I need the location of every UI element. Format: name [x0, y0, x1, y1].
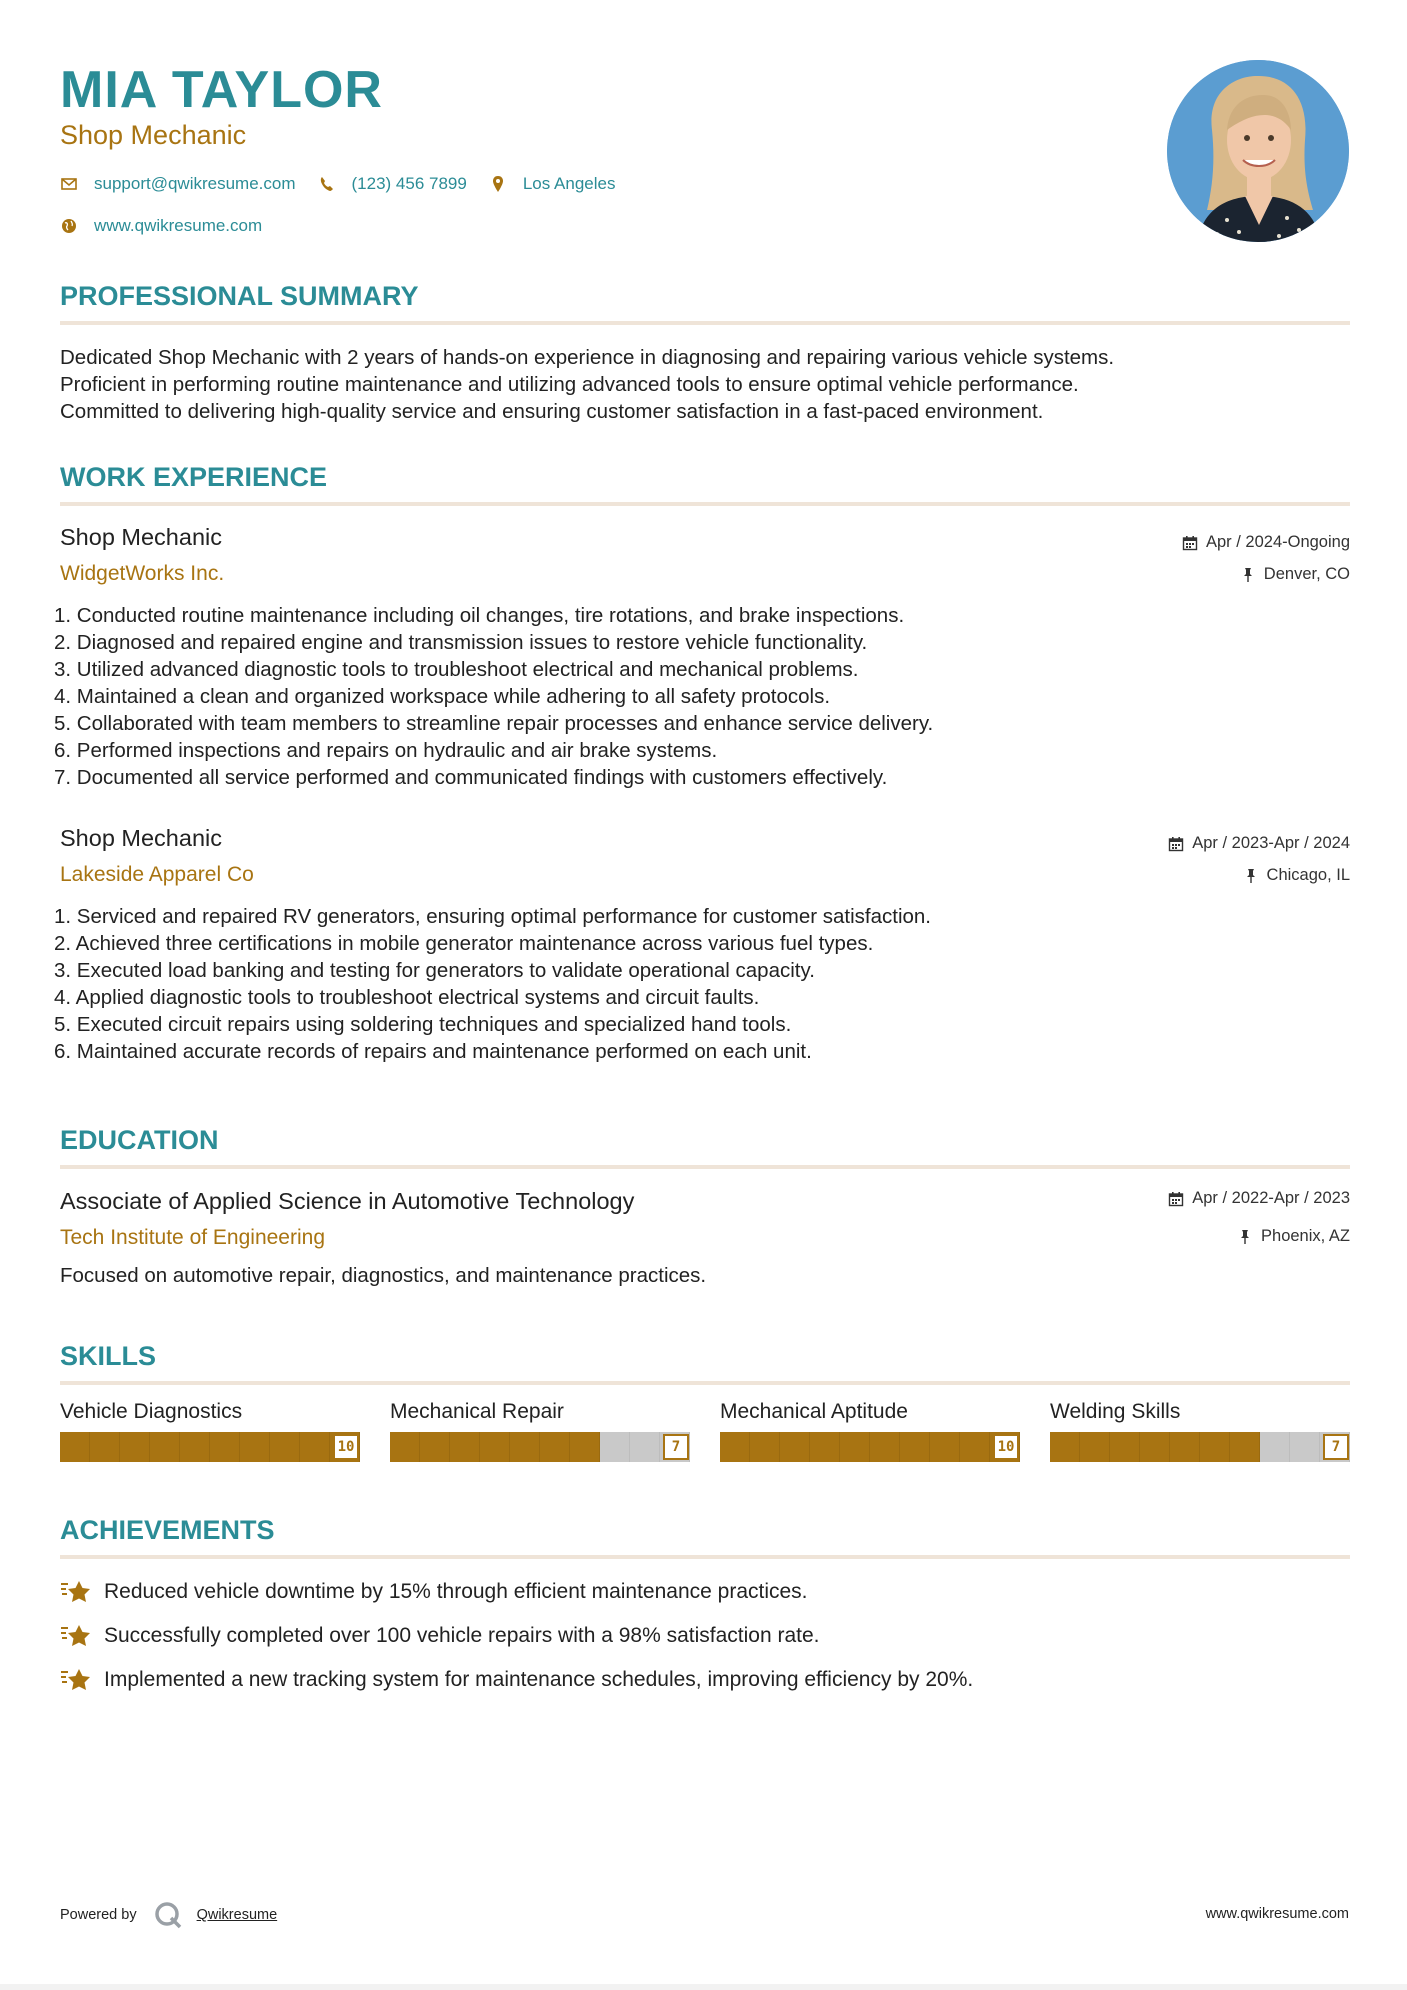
- skill-segment-filled: [1170, 1432, 1200, 1462]
- contact-row-website: [60, 216, 284, 236]
- star-medal-icon: [60, 1622, 92, 1650]
- job-dates-text: Apr / 2024-Ongoing: [1205, 533, 1350, 551]
- list-item: 2. Diagnosed and repaired engine and transmission issues to restore vehicle functionality.: [54, 631, 868, 654]
- list-item: 3. Executed load banking and testing for generators to validate operational capacity.: [54, 959, 815, 982]
- skill-segment-filled: [90, 1432, 120, 1462]
- education-dates-text: Apr / 2022-Apr / 2023: [1192, 1189, 1350, 1207]
- avatar: [1167, 60, 1349, 242]
- skill-segment-filled: [180, 1432, 210, 1462]
- job-dates: [1168, 834, 1350, 853]
- skill-level-value: 10: [333, 1434, 359, 1460]
- skill-segment-empty: [1290, 1432, 1320, 1462]
- website-link[interactable]: www.qwikresume.com: [94, 216, 263, 235]
- achievement-item: [60, 1622, 820, 1650]
- skill-segment-filled: [780, 1432, 810, 1462]
- skill-segment-filled: [420, 1432, 450, 1462]
- star-medal-icon: [60, 1666, 92, 1694]
- skill-segment-filled: [390, 1432, 420, 1462]
- job-company: Lakeside Apparel Co: [60, 863, 254, 886]
- achievement-text: Successfully completed over 100 vehicle repairs with a 98% satisfaction rate.: [104, 1624, 820, 1647]
- skill-segments: [720, 1432, 1020, 1462]
- skill-segment-filled: [150, 1432, 180, 1462]
- contact-row: [60, 174, 637, 194]
- skill-segment-filled: [900, 1432, 930, 1462]
- skill-item: [1050, 1400, 1350, 1462]
- portrait-image: [1167, 60, 1349, 242]
- calendar-icon: [1168, 1191, 1184, 1207]
- candidate-title: Shop Mechanic: [60, 120, 247, 150]
- skill-name: Welding Skills: [1050, 1400, 1181, 1423]
- skill-level-bar: [720, 1432, 1020, 1462]
- education-dates: [1168, 1189, 1350, 1208]
- achievement-item: [60, 1666, 973, 1694]
- skill-segments: [1050, 1432, 1350, 1462]
- list-item: 4. Maintained a clean and organized workspace while adhering to all safety protocols.: [54, 685, 831, 708]
- skill-segment-filled: [120, 1432, 150, 1462]
- job-title: Shop Mechanic: [60, 524, 222, 550]
- list-item: 4. Applied diagnostic tools to troubleshoot electrical systems and circuit faults.: [54, 986, 760, 1009]
- job-company: WidgetWorks Inc.: [60, 562, 225, 585]
- location-text: Los Angeles: [522, 174, 616, 193]
- list-item: 3. Utilized advanced diagnostic tools to troubleshoot electrical and mechanical problems.: [54, 658, 859, 681]
- experience-heading: WORK EXPERIENCE: [60, 462, 328, 492]
- skill-item: [390, 1400, 690, 1462]
- summary-line: Committed to delivering high-quality service and ensuring customer satisfaction in a fast-paced environment.: [60, 400, 1044, 423]
- pushpin-icon: [1243, 868, 1259, 884]
- qwikresume-link[interactable]: Qwikresume: [196, 1907, 278, 1923]
- summary-line: Proficient in performing routine maintenance and utilizing advanced tools to ensure optimal vehicle performance.: [60, 373, 1079, 396]
- calendar-icon: [1182, 535, 1198, 551]
- job-dates: [1182, 533, 1350, 552]
- achievement-text: Implemented a new tracking system for maintenance schedules, improving efficiency by 20%.: [104, 1668, 974, 1691]
- list-item: 1. Conducted routine maintenance including oil changes, tire rotations, and brake inspections.: [54, 604, 905, 627]
- phone-icon: [318, 175, 336, 193]
- skill-segment-filled: [540, 1432, 570, 1462]
- skill-segment-filled: [840, 1432, 870, 1462]
- skill-segment-filled: [930, 1432, 960, 1462]
- achievement-item: [60, 1578, 808, 1606]
- skill-level-value: 7: [1323, 1434, 1349, 1460]
- envelope-icon: [60, 175, 78, 193]
- skill-level-bar: [390, 1432, 690, 1462]
- skill-segment-filled: [60, 1432, 90, 1462]
- list-item: 1. Serviced and repaired RV generators, ensuring optimal performance for customer satisfaction.: [54, 905, 932, 928]
- skill-segment-filled: [510, 1432, 540, 1462]
- achievements-heading: ACHIEVEMENTS: [60, 1515, 275, 1545]
- skills-heading: SKILLS: [60, 1341, 157, 1371]
- candidate-name: MIA TAYLOR: [60, 61, 383, 119]
- job-location: [1243, 866, 1350, 885]
- job-location: [1240, 565, 1350, 584]
- skill-segment-filled: [1050, 1432, 1080, 1462]
- skill-name: Mechanical Aptitude: [720, 1400, 908, 1423]
- skill-segment-filled: [810, 1432, 840, 1462]
- skill-level-bar: [60, 1432, 360, 1462]
- list-item: 6. Performed inspections and repairs on hydraulic and air brake systems.: [54, 739, 718, 762]
- list-item: 5. Collaborated with team members to streamline repair processes and enhance service delivery.: [54, 712, 934, 735]
- achievement-text: Reduced vehicle downtime by 15% through efficient maintenance practices.: [104, 1580, 808, 1603]
- skill-segment-filled: [210, 1432, 240, 1462]
- skill-segments: [390, 1432, 690, 1462]
- bottom-strip: [0, 1984, 1407, 1990]
- summary-text: [60, 344, 1350, 425]
- skill-segment-empty: [600, 1432, 630, 1462]
- section-divider: [60, 1381, 1350, 1385]
- degree-title: Associate of Applied Science in Automotive Technology: [60, 1188, 635, 1214]
- globe-icon: [60, 217, 78, 235]
- skill-name: Vehicle Diagnostics: [60, 1400, 243, 1423]
- skill-segment-filled: [270, 1432, 300, 1462]
- skill-segment-filled: [1140, 1432, 1170, 1462]
- skill-item: [720, 1400, 1020, 1462]
- pushpin-icon: [1237, 1229, 1253, 1245]
- education-description: Focused on automotive repair, diagnostics, and maintenance practices.: [60, 1264, 707, 1287]
- skill-segment-filled: [1230, 1432, 1260, 1462]
- section-divider: [60, 1555, 1350, 1559]
- skill-segments: [60, 1432, 360, 1462]
- school-name: Tech Institute of Engineering: [60, 1226, 326, 1249]
- list-item: 5. Executed circuit repairs using soldering techniques and specialized hand tools.: [54, 1013, 792, 1036]
- skill-level-value: 10: [993, 1434, 1019, 1460]
- skill-segment-filled: [450, 1432, 480, 1462]
- skill-segment-filled: [240, 1432, 270, 1462]
- job-bullets: [54, 602, 1154, 791]
- education-location-text: Phoenix, AZ: [1261, 1227, 1350, 1245]
- skill-segment-filled: [1110, 1432, 1140, 1462]
- list-item: 2. Achieved three certifications in mobile generator maintenance across various fuel types.: [54, 932, 874, 955]
- phone-number[interactable]: (123) 456 7899: [351, 174, 467, 193]
- section-divider: [60, 1165, 1350, 1169]
- email-link[interactable]: support@qwikresume.com: [94, 174, 296, 193]
- skill-level-bar: [1050, 1432, 1350, 1462]
- job-location-text: Denver, CO: [1263, 565, 1350, 583]
- footer-powered-by: [60, 1900, 277, 1930]
- section-divider: [60, 502, 1350, 506]
- list-item: 7. Documented all service performed and communicated findings with customers effectively.: [54, 766, 888, 789]
- skill-segment-filled: [720, 1432, 750, 1462]
- skill-segment-filled: [1080, 1432, 1110, 1462]
- summary-line: Dedicated Shop Mechanic with 2 years of hands-on experience in diagnosing and repairing various vehicle systems.: [60, 346, 1115, 369]
- skill-item: [60, 1400, 360, 1462]
- list-item: 6. Maintained accurate records of repairs and maintenance performed on each unit.: [54, 1040, 812, 1063]
- skill-level-value: 7: [663, 1434, 689, 1460]
- calendar-icon: [1168, 836, 1184, 852]
- job-title: Shop Mechanic: [60, 825, 222, 851]
- star-medal-icon: [60, 1578, 92, 1606]
- skill-segment-filled: [870, 1432, 900, 1462]
- section-divider: [60, 321, 1350, 325]
- skill-segment-filled: [480, 1432, 510, 1462]
- qwikresume-logo-icon: [153, 1900, 183, 1930]
- education-location: [1237, 1227, 1350, 1246]
- job-bullets: [54, 903, 1154, 1065]
- skill-segment-filled: [960, 1432, 990, 1462]
- skill-segment-filled: [300, 1432, 330, 1462]
- skill-segment-filled: [1200, 1432, 1230, 1462]
- footer-website-link[interactable]: www.qwikresume.com: [1205, 1906, 1349, 1922]
- job-location-text: Chicago, IL: [1266, 866, 1350, 884]
- skill-segment-filled: [570, 1432, 600, 1462]
- powered-by-label: Powered by: [60, 1907, 137, 1923]
- map-pin-icon: [489, 175, 507, 193]
- skill-segment-filled: [750, 1432, 780, 1462]
- skill-name: Mechanical Repair: [390, 1400, 564, 1423]
- education-heading: EDUCATION: [60, 1125, 219, 1155]
- job-dates-text: Apr / 2023-Apr / 2024: [1192, 834, 1350, 852]
- skill-segment-empty: [1260, 1432, 1290, 1462]
- skill-segment-empty: [630, 1432, 660, 1462]
- summary-heading: PROFESSIONAL SUMMARY: [60, 281, 419, 311]
- pushpin-icon: [1240, 567, 1256, 583]
